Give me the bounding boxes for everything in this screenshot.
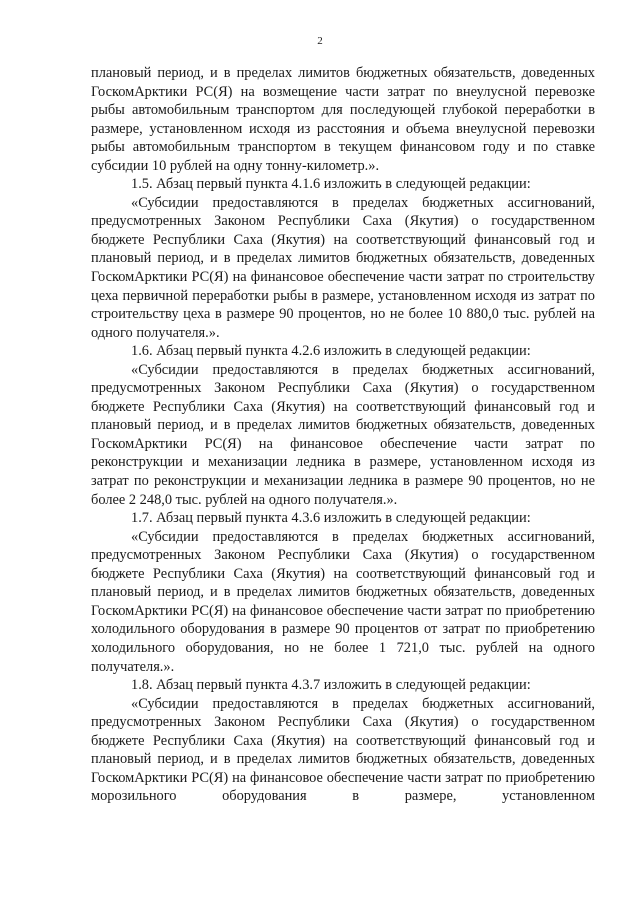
paragraph-quote-4-2-6: «Субсидии предоставляются в пределах бюджетных ассигнований, предусмотренных Законом Республики Саха (Якутия) о государственном бюджете Республики Саха (Якутия) на соответствующий финансовый год и плановый период, и в пределах лимитов бюджетных обязательств, доведенных ГоскомАрктики РС(Я) на финансовое обеспечение части затрат по реконструкции и механизации ледника в размере, установленном исходя из затрат по реконструкции и механизации ледника в размере 90 процентов, но не более 2 248,0 тыс. рублей на одного получателя.». <box>91 361 595 508</box>
page-number: 2 <box>317 35 323 47</box>
paragraph-amendment-1-5: 1.5. Абзац первый пункта 4.1.6 изложить в следующей редакции: <box>131 176 531 193</box>
paragraph-quote-4-1-6: «Субсидии предоставляются в пределах бюджетных ассигнований, предусмотренных Законом Республики Саха (Якутия) о государственном бюджете Республики Саха (Якутия) на соответствующий финансовый год и плановый период, и в пределах лимитов бюджетных обязательств, доведенных ГоскомАрктики РС(Я) на финансовое обеспечение части затрат по строительству цеха первичной переработки рыбы в размере, установленном исходя из затрат по строительству цеха в размере 90 процентов, но не более 10 880,0 тыс. рублей на одного получателя.». <box>91 194 595 341</box>
paragraph-amendment-1-6: 1.6. Абзац первый пункта 4.2.6 изложить в следующей редакции: <box>131 343 531 360</box>
paragraph-quote-4-3-7: «Субсидии предоставляются в пределах бюджетных ассигнований, предусмотренных Законом Республики Саха (Якутия) о государственном бюджете Республики Саха (Якутия) на соответствующий финансовый год и плановый период, и в пределах лимитов бюджетных обязательств, доведенных ГоскомАрктики РС(Я) на финансовое обеспечение части затрат по приобретению морозильного оборудования в размере, установленном <box>91 695 595 805</box>
paragraph-quote-4-3-6: «Субсидии предоставляются в пределах бюджетных ассигнований, предусмотренных Законом Республики Саха (Якутия) о государственном бюджете Республики Саха (Якутия) на соответствующий финансовый год и плановый период, и в пределах лимитов бюджетных обязательств, доведенных ГоскомАрктики РС(Я) на финансовое обеспечение части затрат по приобретению холодильного оборудования в размере 90 процентов от затрат по приобретению холодильного оборудования, но не более 1 721,0 тыс. рублей на одного получателя.». <box>91 528 595 675</box>
document-body <box>91 64 595 806</box>
paragraph-amendment-1-8: 1.8. Абзац первый пункта 4.3.7 изложить в следующей редакции: <box>131 677 531 694</box>
paragraph-amendment-1-7: 1.7. Абзац первый пункта 4.3.6 изложить в следующей редакции: <box>131 510 531 527</box>
paragraph-continuation: плановый период, и в пределах лимитов бюджетных обязательств, доведенных ГоскомАрктики РС(Я) на возмещение части затрат по внеулусной перевозке рыбы автомобильным транспортом для последующей глубокой переработки в размере, установленном исходя из расстояния и объема внеулусной перевозки рыбы автомобильным транспортом в текущем финансовом году и по ставке субсидии 10 рублей на одну тонну-километр.». <box>91 65 595 174</box>
